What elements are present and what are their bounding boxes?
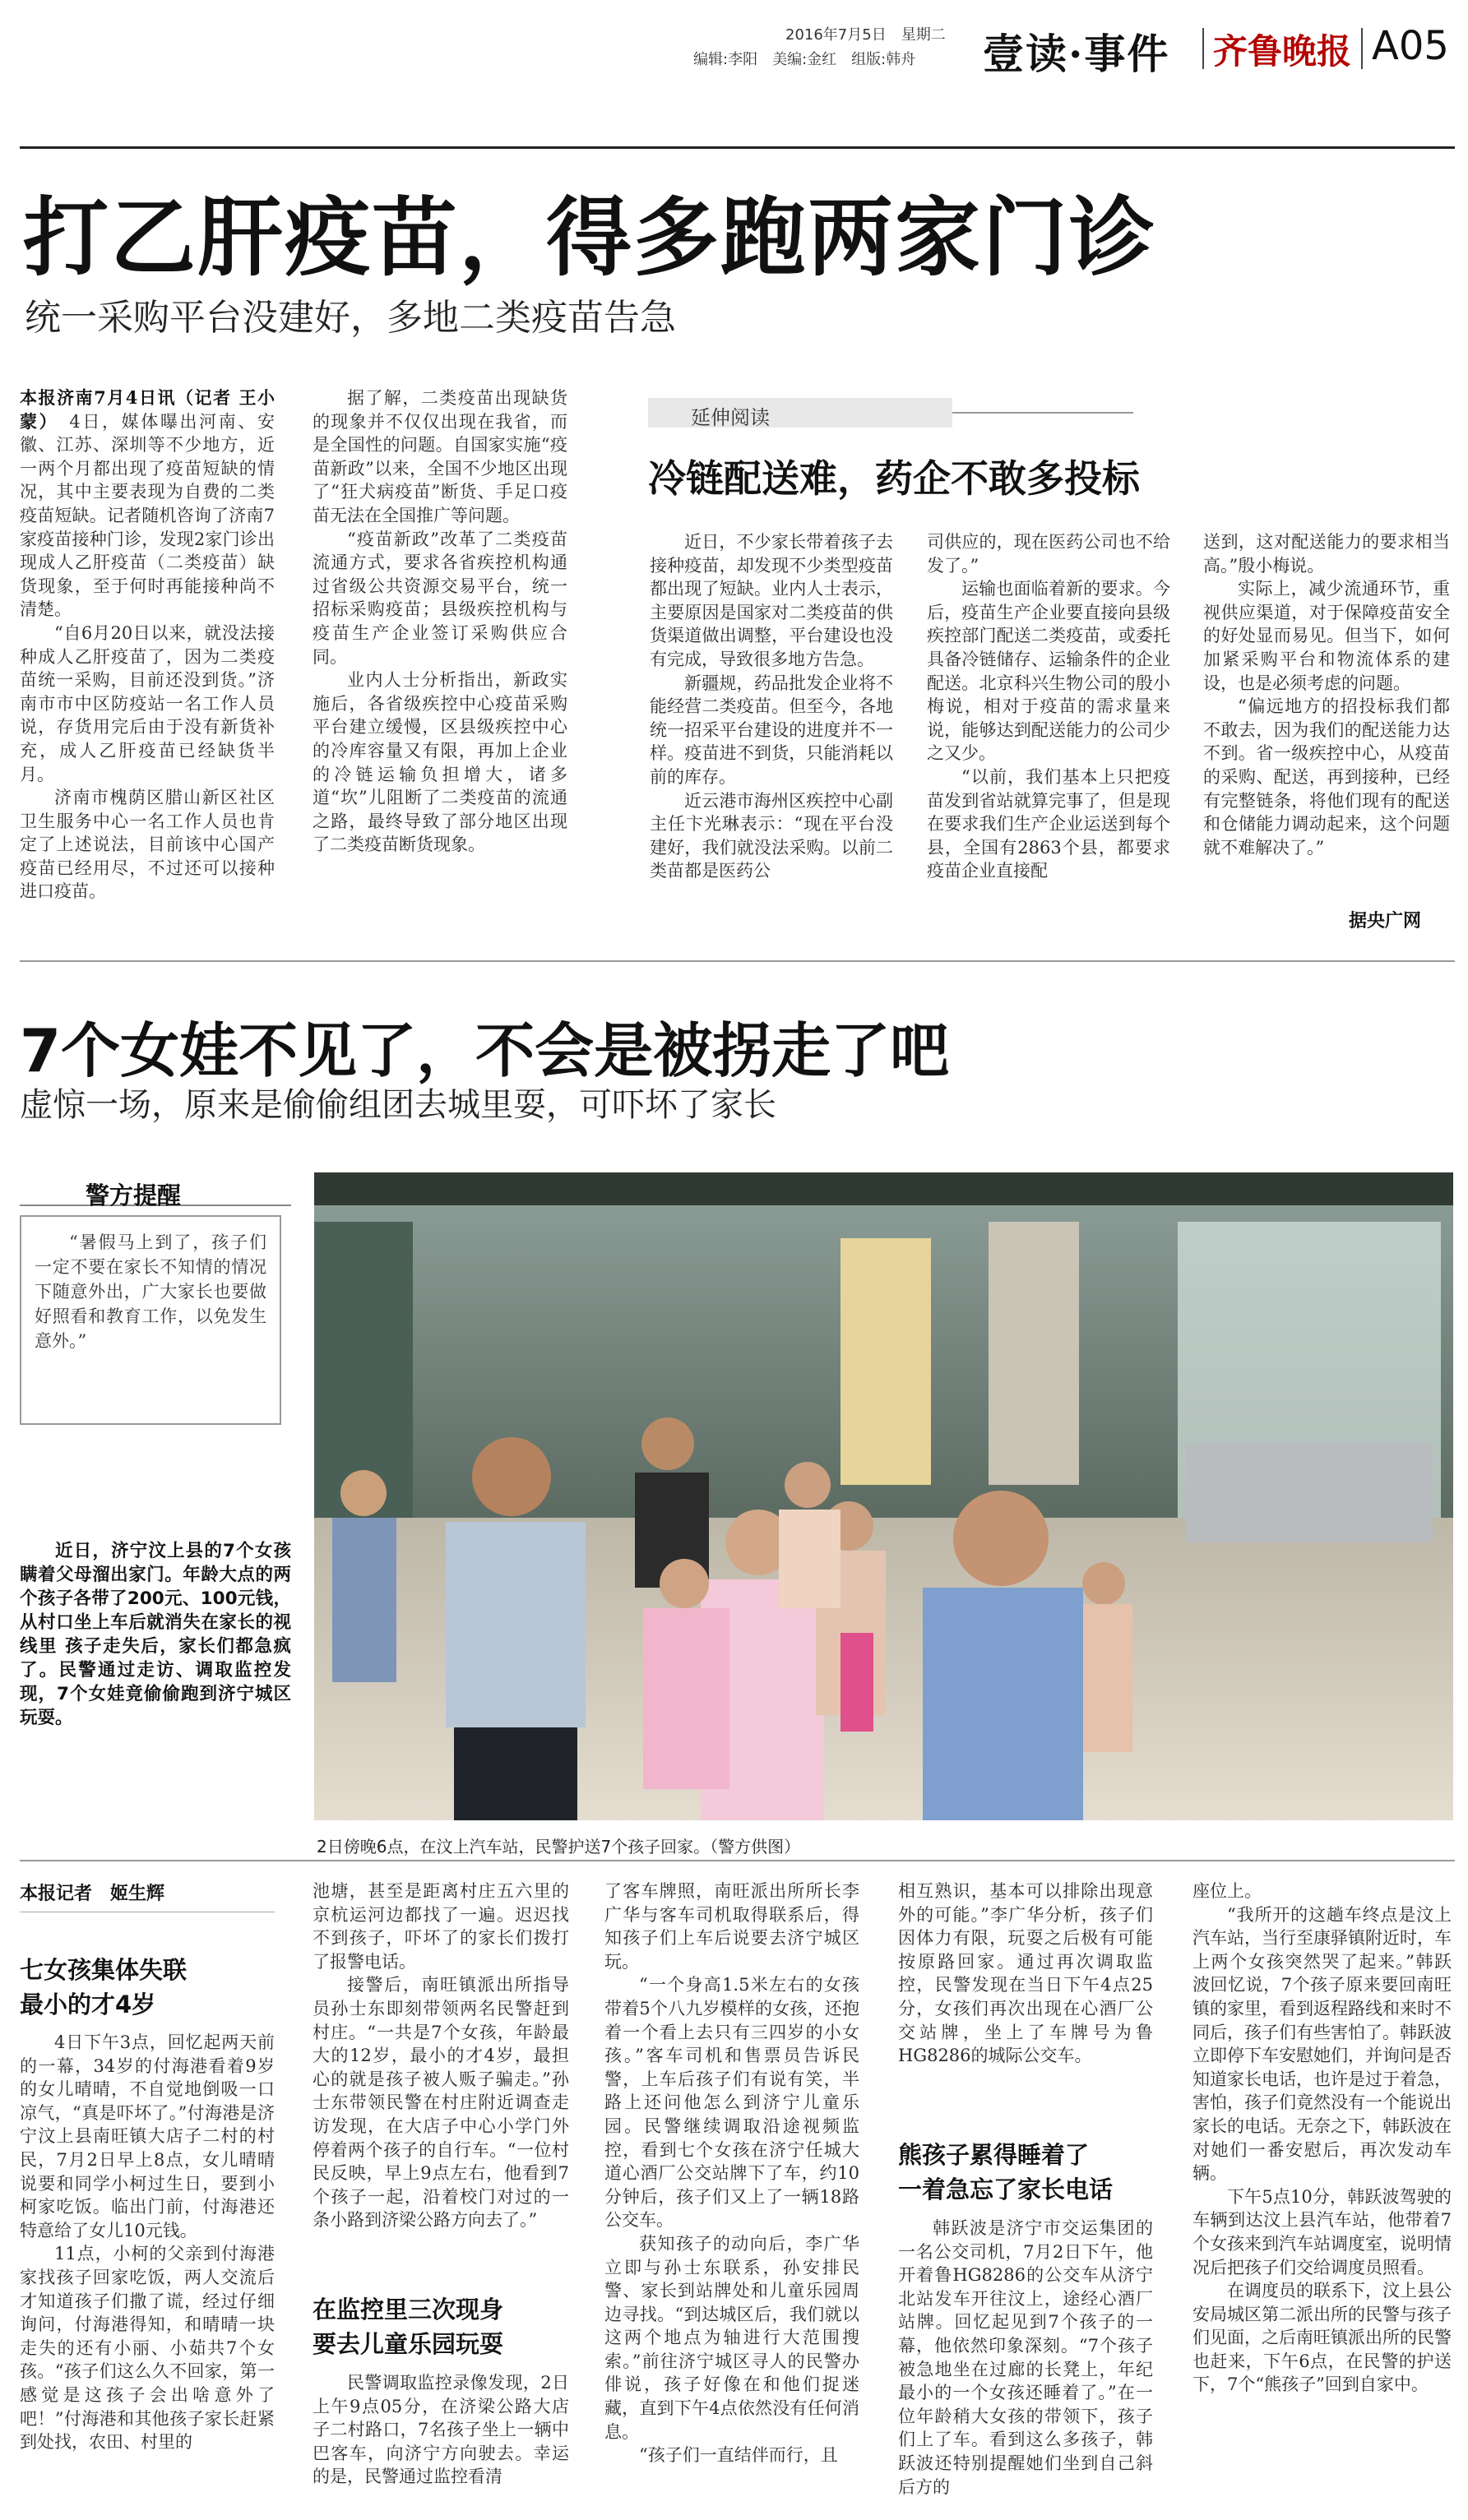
article2-column-2: 池塘，甚至是距离村庄五六里的京杭运河边都找了一遍。迟迟找不到孩子，吓坏了的家长们拨打了报警电话。 接警后，南旺镇派出所指导员孙士东即刻带领两名民警赶到村庄。“一共是7个女孩，年龄最大的12岁，最小的才4岁，最担心的就是孩子被人贩子骗走。”孙士东带领民警在村庄附近调查走访发现，在大店子中心小学门外停着两个孩子的自行车。“一位村民反映，早上9点左右，他看到7个孩子一起，沿着校门对过的一条小路到济梁公路方向去了。” bbox=[313, 1881, 569, 2231]
paragraph: “疫苗新政”改革了二类疫苗流通方式，要求各省疾控机构通过省级公共资源交易平台，统一招标采购疫苗；县级疾控机构与疫苗生产企业签订采购供应合同。 bbox=[313, 529, 567, 667]
subhead-missing-girls: 虚惊一场，原来是偷偷组团去城里耍，可吓坏了家长 bbox=[20, 1086, 776, 1124]
header-rule bbox=[20, 146, 1455, 149]
section-title: 壹读·事件 bbox=[983, 30, 1170, 78]
photo-illustration bbox=[314, 1172, 1453, 1820]
article1-column-1: 本报济南7月4日讯（记者 王小蒙） 4日，媒体曝出河南、安徽、江苏、深圳等不少地方，近一两个月都出现了疫苗短缺的情况，其中主要表现为自费的二类疫苗短缺。记者随机咨询了济南7家疫苗接种门诊，发现2家门诊出现成人乙肝疫苗（二类疫苗）缺货现象，至于何时再能接种尚不清楚。 “自6月20日以来，就没法接种成人乙肝疫苗了，因为二类疫苗统一采购，目前还没到货。”济南市市中区防疫站一名工作人员说，存货用完后由于没有新货补充，成人乙肝疫苗已经缺货半月。 济南市槐荫区腊山新区社区卫生服务中心一名工作人员也肯定了上述说法，目前该中心国产疫苗已经用尽，不过还可以接种进口疫苗。 bbox=[20, 386, 275, 937]
reporter-byline: 本报记者 姬生辉 bbox=[20, 1884, 165, 1904]
paragraph: 据了解，二类疫苗出现缺货的现象并不仅仅出现在我省，而是全国性的问题。自国家实施“疫苗新政”以来，全国不少地区出现了“狂犬病疫苗”断货、手足口疫苗无法在全国推广等问题。 bbox=[313, 388, 567, 525]
paragraph: 济南市槐荫区腊山新区社区卫生服务中心一名工作人员也肯定了上述说法，目前该中心国产疫苗已经用尽，不过还可以接种进口疫苗。 bbox=[20, 788, 275, 902]
police-tip-heading: 警方提醒 bbox=[20, 1176, 291, 1207]
article2-column-4b: 韩跃波是济宁市交运集团的一名公交司机，7月2日下午，他开着鲁HG8286的公交车从济宁北站发车开往汶上，途经心酒厂站牌。回忆起见到7个孩子的一幕，他依然印象深刻。“7个孩子被急地坐在过廊的长凳上，年纪最小的一个女孩还睡着了。”在一位年龄稍大女孩的带领下，孩子们上了车。看到这么多孩子，韩跃波还特别提醒她们坐到自己斜后方的 bbox=[898, 2218, 1153, 2497]
article2-lead: 近日，济宁汶上县的7个女孩瞒着父母溜出家门。年龄大点的两个孩子各带了200元、100元钱，从村口坐上车后就消失在家长的视线里 孩子走失后，家长们都急疯了。民警通过走访、调取监控发现，7个女娃竟偷偷跑到济宁城区玩耍。 bbox=[20, 1541, 291, 1728]
article2-column-5: 座位上。 “我所开的这趟车终点是汶上汽车站，当行至康驿镇附近时，车上两个女孩突然哭了起来。”韩跃波回忆说，7个孩子原来要回南旺镇的家里，看到返程路线和来时不同后，孩子们有些害怕了。韩跃波立即停下车安慰她们，并询问是否知道家长电话，也许是过于着急，害怕，孩子们竟然没有一个能说出家长的电话。无奈之下，韩跃波在对她们一番安慰后，再次发动车辆。 下午5点10分，韩跃波驾驶的车辆到达汶上县汽车站，他带着7个女孩来到汽车站调度室，说明情况后把孩子们交给调度员照看。 在调度员的联系下，汶上县公安局城区第二派出所的民警与孩子们见面，之后南旺镇派出所的民警也赶来，下午6点，在民警的护送下，7个“熊孩子”回到自家中。 bbox=[1192, 1881, 1452, 2395]
news-photo bbox=[314, 1172, 1453, 1820]
related-reading-tag: 延伸阅读 bbox=[648, 398, 952, 428]
article2-column-1: 4日下午3点，回忆起两天前的一幕，34岁的付海港看着9岁的女儿晴晴，不自觉地倒吸一口凉气，“真是吓坏了。”付海港是济宁汶上县南旺镇大店子二村的村民，7月2日早上8点，女儿晴晴说要和同学小柯过生日，要到小柯家吃饭。临出门前，付海港还特意给了女儿10元钱。 11点，小柯的父亲到付海港家找孩子回家吃饭，两人交流后才知道孩子们撒了谎，经过仔细询问，付海港得知，和晴晴一块走失的还有小丽、小茹共7个女孩。“孩子们这么久不回家，第一感觉是这孩子会出啥意外了吧！”付海港和其他孩子家长赶紧到处找，农田、村里的 bbox=[20, 2032, 275, 2453]
article2-column-4: 相互熟识，基本可以排除出现意外的可能。”李广华分析，孩子们因体力有限，玩耍之后极有可能按原路回家。通过再次调取监控，民警发现在当日下午4点25分，女孩们再次出现在心酒厂公交站牌，坐上了车牌号为鲁HG8286的城际公交车。 bbox=[898, 1881, 1153, 2066]
newspaper-logo: 齐鲁晚报 bbox=[1213, 31, 1352, 72]
related-column-1: 近日，不少家长带着孩子去接种疫苗，却发现不少类型疫苗都出现了短缺。业内人士表示，主要原因是国家对二类疫苗的供货渠道做出调整，平台建设也没有完成，导致很多地方告急。 新疆规，药品批发企业将不能经营二类疫苗。但至今，各地统一招采平台建设的进度并不一样。疫苗进不到货，只能消耗以前的库存。 近云港市海州区疾控中心副主任卞光琳表示：“现在平台没建好，我们就没法采购。以前二类苗都是医药公 bbox=[650, 532, 893, 881]
related-column-3: 送到，这对配送能力的要求相当高。”殷小梅说。 实际上，减少流通环节，重视供应渠道，对于保障疫苗安全的好处显而易见。但当下，如何加紧采购平台和物流体系的建设，也是必须考虑的问题。 “偏远地方的招投标我们都不敢去，因为我们的配送能力达不到。省一级疾控中心，从疫苗的采购、配送，再到接种，已经有完整链条，将他们现有的配送和仓储能力调动起来，这个问题就不难解决了。” bbox=[1203, 532, 1450, 858]
editor-credits: 编辑:李阳 美编:金红 组版:韩舟 bbox=[693, 51, 916, 68]
header-divider bbox=[1361, 28, 1363, 69]
subheading: 熊孩子累得睡着了 一着急忘了家长电话 bbox=[898, 2141, 1114, 2203]
page-number: A05 bbox=[1372, 23, 1449, 69]
related-column-2: 司供应的，现在医药公司也不给发了。” 运输也面临着新的要求。今后，疫苗生产企业要直接向县级疾控部门配送二类疫苗，或委托具备冷链储存、运输条件的企业配送。北京科兴生物公司的殷小梅说，相对于疫苗的需求量来说，能够达到配送能力的公司少之又少。 “以前，我们基本上只把疫苗发到省站就算完事了，但是现在要求我们生产企业运送到每个县，全国有2863个县，都要求疫苗企业直接配 bbox=[927, 532, 1170, 881]
article2-column-2b: 民警调取监控录像发现，2日上午9点05分，在济梁公路大店子二村路口，7名孩子坐上一辆中巴客车，向济宁方向驶去。幸运的是，民警通过监控看清 bbox=[313, 2373, 569, 2487]
related-headline: 冷链配送难，药企不敢多投标 bbox=[648, 456, 1140, 501]
subhead-vaccine: 统一采购平台没建好，多地二类疫苗告急 bbox=[25, 297, 676, 339]
headline-vaccine: 打乙肝疫苗，得多跑两家门诊 bbox=[23, 187, 1157, 288]
section-divider bbox=[20, 960, 1455, 962]
subheading: 在监控里三次现身 要去儿童乐园玩耍 bbox=[313, 2296, 504, 2358]
header-divider bbox=[1202, 28, 1204, 69]
headline-missing-girls: 7个女娃不见了，不会是被拐走了吧 bbox=[20, 1016, 950, 1085]
byline: 本报济南7月4日讯（记者 王小蒙） bbox=[20, 387, 275, 432]
article1-column-2 bbox=[313, 386, 567, 937]
section-divider bbox=[20, 1860, 1455, 1861]
subheading: 七女孩集体失联 最小的才4岁 bbox=[20, 1956, 188, 2018]
paragraph: “自6月20日以来，就没法接种成人乙肝疫苗了，因为二类疫苗统一采购，目前还没到货。”济南市市中区防疫站一名工作人员说，存货用完后由于没有新货补充，成人乙肝疫苗已经缺货半月。 bbox=[20, 622, 275, 784]
issue-date: 2016年7月5日 星期二 bbox=[785, 26, 946, 44]
tag-rule bbox=[952, 412, 1133, 414]
article2-column-3: 了客车牌照，南旺派出所所长李广华与客车司机取得联系后，得知孩子们上车后说要去济宁城区玩。 “一个身高1.5米左右的女孩带着5个八九岁模样的女孩，还抱着一个看上去只有三四岁的小女孩。”客车司机和售票员告诉民警，上车后孩子们有说有笑，半路上还问他怎么到济宁儿童乐园。民警继续调取沿途视频监控，看到七个女孩在济宁任城大道心酒厂公交站牌下了车，约10分钟后，孩子们又上了一辆18路公交车。 获知孩子的动向后，李广华立即与孙士东联系，孙安排民警、家长到站牌处和儿童乐园周边寻找。“到达城区后，我们就以这两个地点为轴进行大范围搜索。”前往济宁城区寻人的民警办俳说，孩子好像在和他们捉迷藏，直到下午4点依然没有任何消息。 “孩子们一直结伴而行，且 bbox=[604, 1881, 859, 2466]
photo-caption: 2日傍晚6点，在汶上汽车站，民警护送7个孩子回家。（警方供图） bbox=[317, 1837, 801, 1856]
source-credit: 据央广网 bbox=[1349, 911, 1422, 932]
police-tip-box: “暑假马上到了，孩子们一定不要在家长不知情的情况下随意外出，广大家长也要做好照看和教育工作，以免发生意外。” bbox=[20, 1215, 281, 1425]
paragraph: 业内人士分析指出，新政实施后，各省级疾控中心疫苗采购平台建立缓慢，区县级疾控中心的冷库容量又有限，再加上企业的冷链运输负担增大，诸多道“坎”儿阻断了二类疫苗的流通之路，最终导致了部分地区出现了二类疫苗断货现象。 bbox=[313, 670, 567, 855]
